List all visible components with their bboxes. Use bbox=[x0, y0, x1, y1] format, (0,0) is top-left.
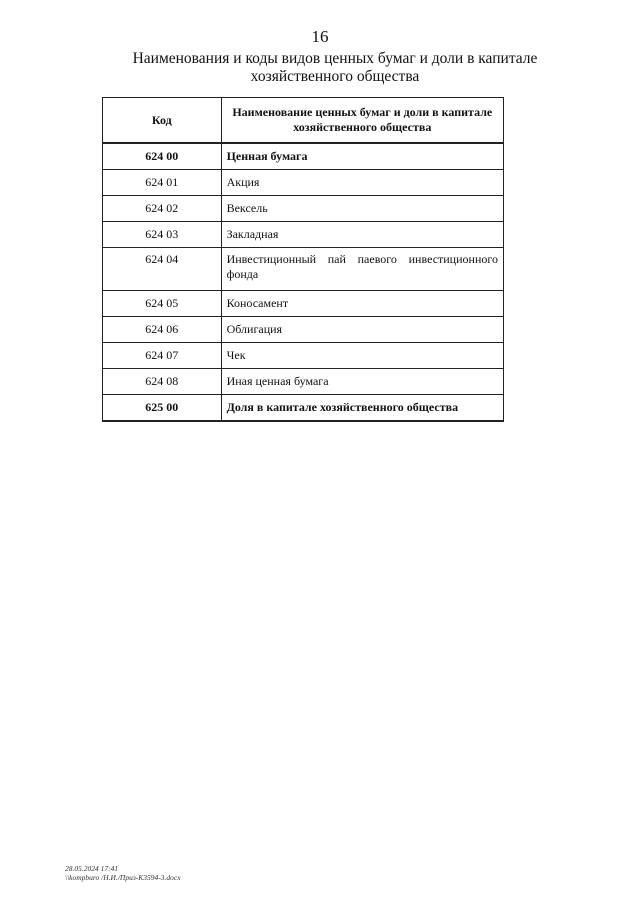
code-cell: 624 03 bbox=[103, 222, 222, 248]
name-cell: Чек bbox=[221, 343, 503, 369]
code-cell: 624 08 bbox=[103, 369, 222, 395]
table-row bbox=[103, 395, 504, 422]
name-cell: Коносамент bbox=[221, 291, 503, 317]
name-cell: Облигация bbox=[221, 317, 503, 343]
table-row bbox=[103, 369, 504, 395]
code-cell: 624 00 bbox=[103, 143, 222, 170]
name-cell: Вексель bbox=[221, 196, 503, 222]
code-cell: 624 04 bbox=[103, 248, 222, 291]
table-row bbox=[103, 222, 504, 248]
header-name: Наименование ценных бумаг и доли в капитале хозяйственного общества bbox=[221, 98, 503, 144]
document-footer bbox=[65, 864, 181, 882]
table-row bbox=[103, 196, 504, 222]
code-cell: 624 06 bbox=[103, 317, 222, 343]
table-row bbox=[103, 343, 504, 369]
code-cell: 624 05 bbox=[103, 291, 222, 317]
code-cell: 625 00 bbox=[103, 395, 222, 422]
page-number: 16 bbox=[311, 27, 329, 46]
table-row bbox=[103, 248, 504, 291]
table-row bbox=[103, 170, 504, 196]
code-cell: 624 01 bbox=[103, 170, 222, 196]
securities-codes-table bbox=[102, 97, 504, 422]
table-row bbox=[103, 291, 504, 317]
name-cell: Закладная bbox=[221, 222, 503, 248]
table-header-row bbox=[103, 98, 504, 144]
footer-file-path: \\kompburo /Н.И./Приз-К3594-3.docx bbox=[65, 873, 181, 882]
name-cell: Ценная бумага bbox=[221, 143, 503, 170]
code-cell: 624 07 bbox=[103, 343, 222, 369]
code-cell: 624 02 bbox=[103, 196, 222, 222]
title-line-1: Наименования и коды видов ценных бумаг и доли в капитале bbox=[132, 50, 538, 67]
name-cell: Доля в капитале хозяйственного общества bbox=[221, 395, 503, 422]
name-cell: Инвестиционный пай паевого инвестиционного фонда bbox=[221, 248, 503, 291]
name-cell: Акция bbox=[221, 170, 503, 196]
table-row bbox=[103, 317, 504, 343]
header-code: Код bbox=[103, 98, 222, 144]
name-cell: Иная ценная бумага bbox=[221, 369, 503, 395]
document-title bbox=[120, 50, 550, 86]
footer-timestamp: 28.05.2024 17:41 bbox=[65, 864, 119, 873]
title-line-2: хозяйственного общества bbox=[250, 68, 420, 85]
table-row bbox=[103, 143, 504, 170]
